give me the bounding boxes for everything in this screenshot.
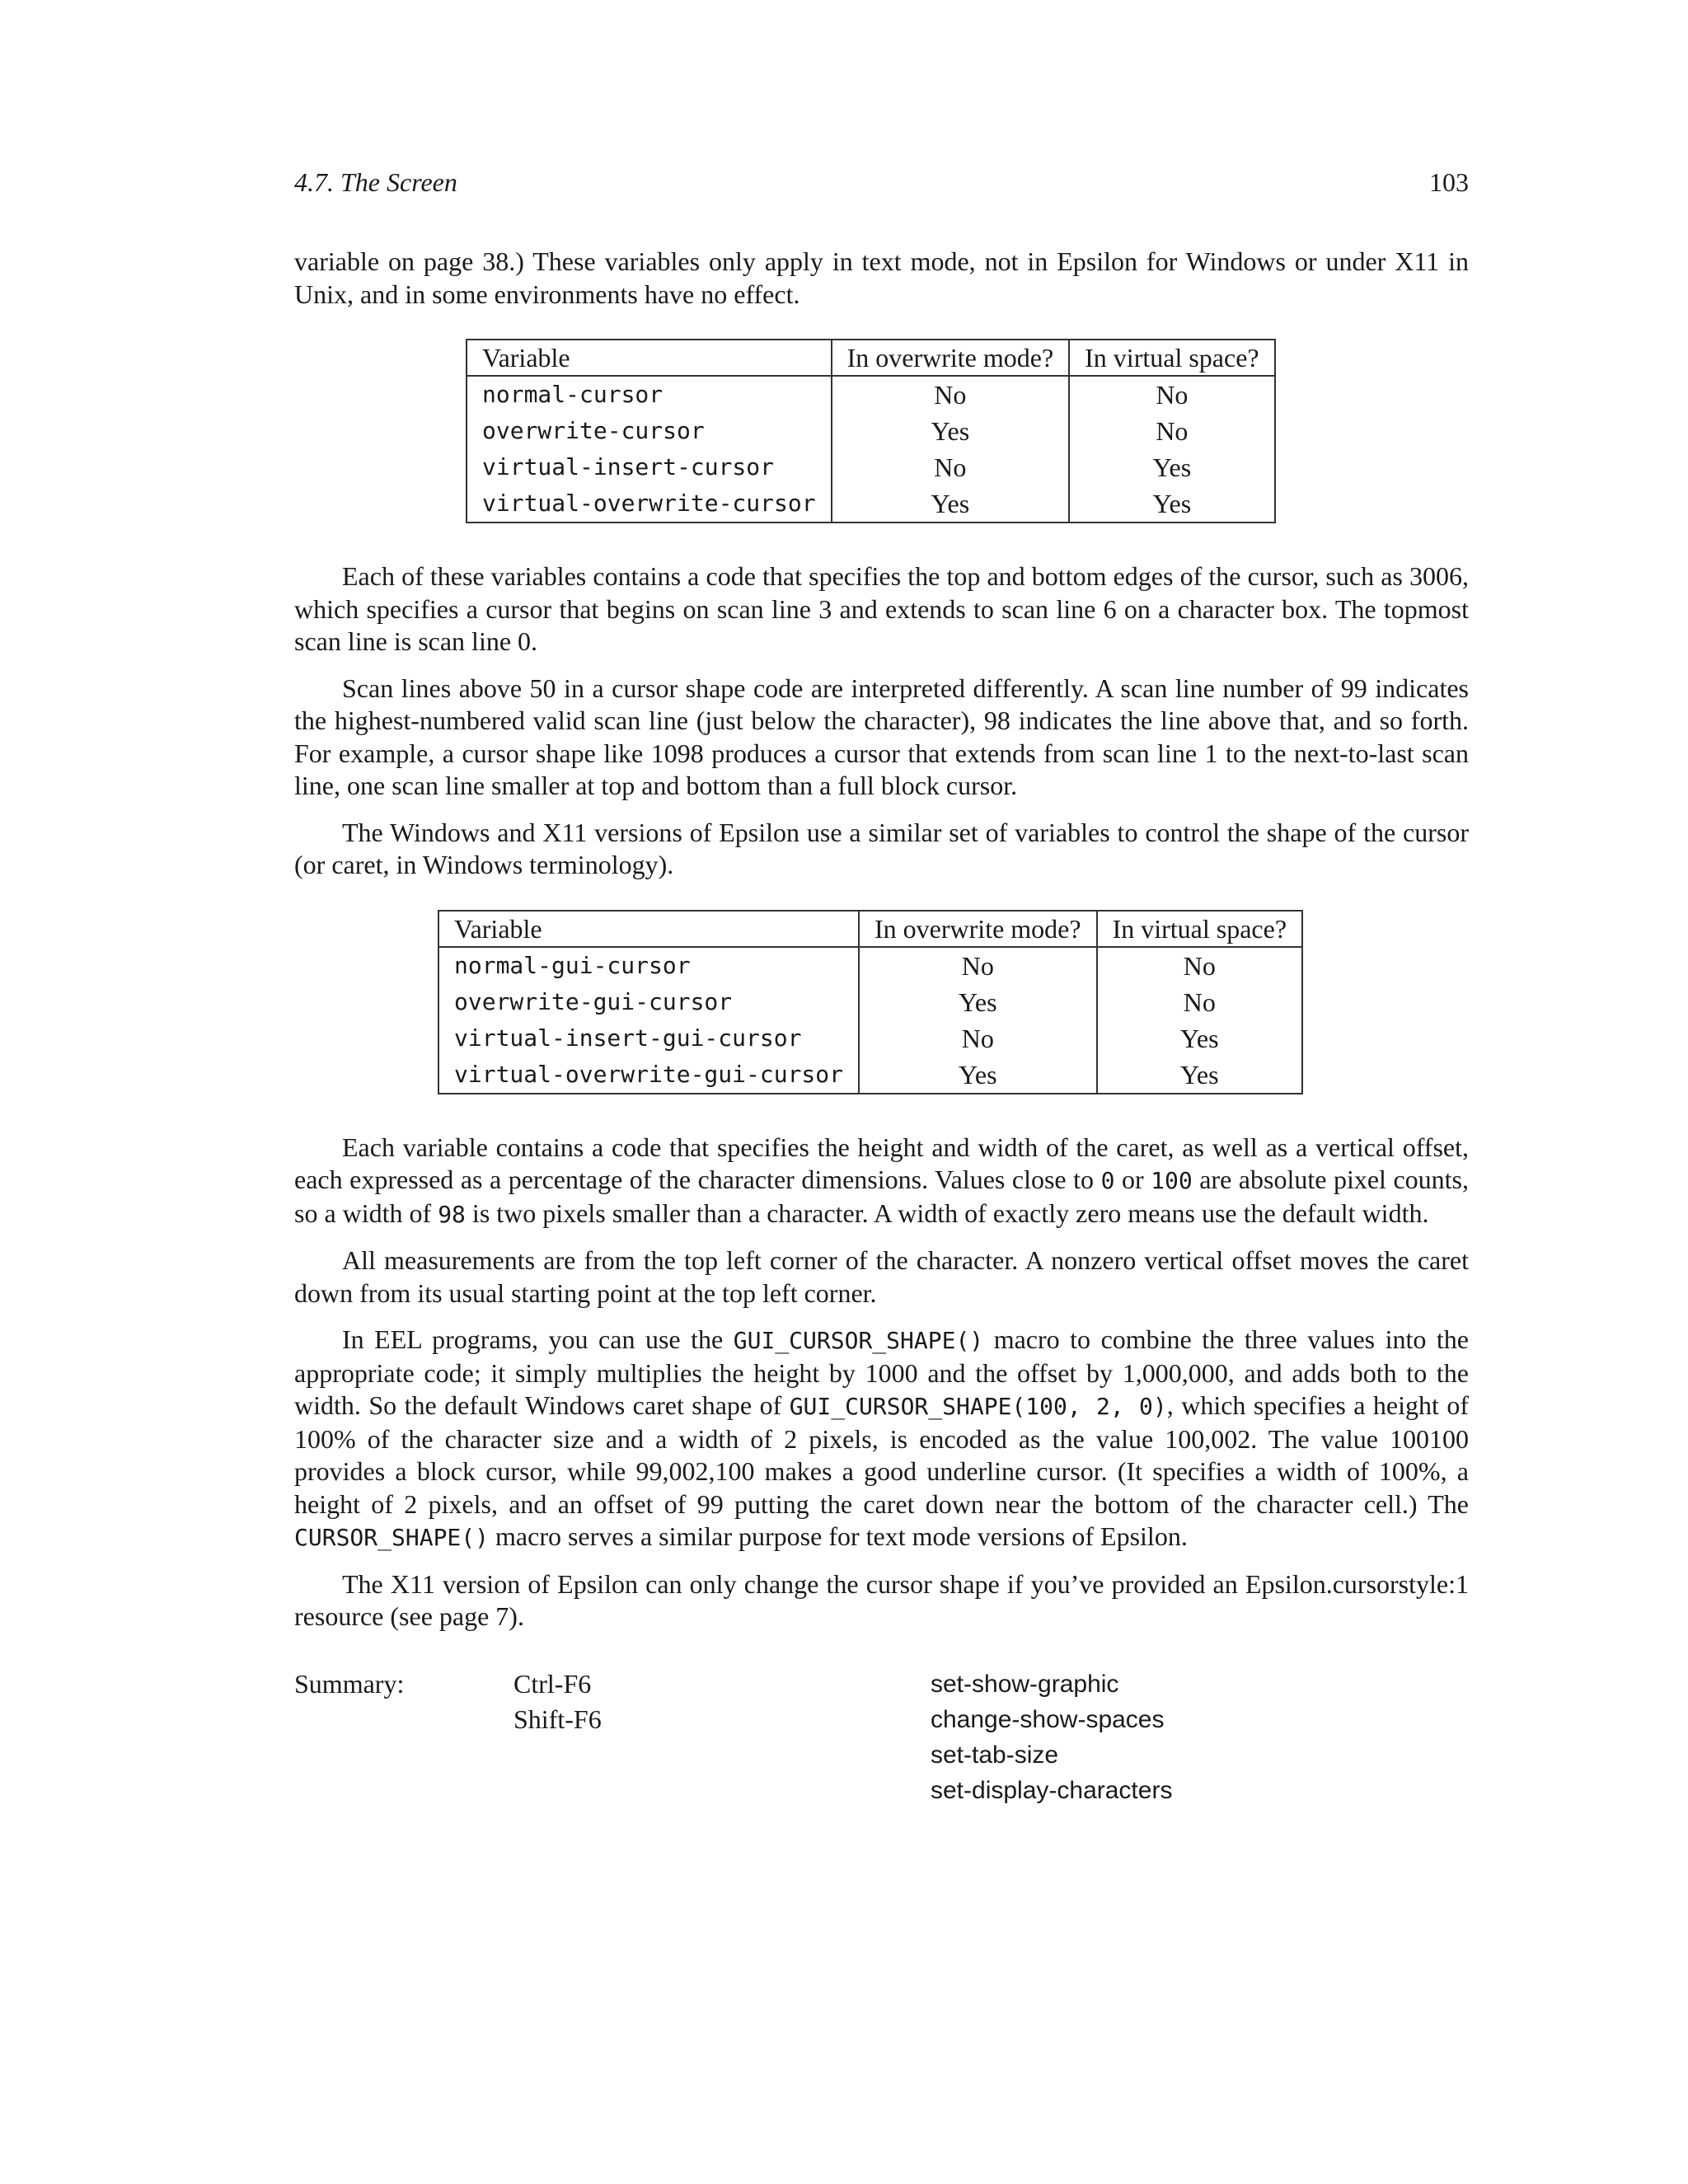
paragraph-scan-lines-above-50: Scan lines above 50 in a cursor shape code are interpreted differently. A scan line number of 99 indicates the highest-numbered valid scan line (just below the character), 98 indicates the line above that, and so forth. For example, a cursor shape like 1098 produces a cursor that extends from scan line 1 to the next-to-last scan line, one scan line smaller at top and bottom than a full block cursor.: [294, 673, 1469, 800]
text-run: Each variable contains a code that specifies the height and width of the caret, as well as a vertical offset, each expressed as a percentage of the character dimensions. Values close to: [294, 1132, 1469, 1194]
column-header-virtual: In virtual space?: [1069, 340, 1274, 376]
intro-paragraph: variable on page 38.) These variables only apply in text mode, not in Epsilon for Windows or under X11 in Unix, and in some environments have no effect.: [294, 246, 1469, 309]
command-name: set-display-characters: [931, 1776, 1173, 1804]
text-run: is two pixels smaller than a character. A width of exactly zero means use the default width.: [465, 1197, 1429, 1228]
table-header-row: [438, 911, 1302, 947]
summary-label: Summary:: [294, 1668, 405, 1699]
inline-code: 100: [1151, 1167, 1193, 1194]
overwrite-value: No: [859, 1020, 1097, 1057]
section-title: 4.7. The Screen: [294, 167, 457, 197]
inline-code: GUI_CURSOR_SHAPE(100, 2, 0): [789, 1393, 1167, 1420]
overwrite-value: Yes: [859, 984, 1097, 1020]
variable-name: overwrite-cursor: [467, 413, 832, 449]
overwrite-value: Yes: [859, 1057, 1097, 1094]
variable-name: virtual-insert-gui-cursor: [438, 1020, 859, 1057]
table-row: [438, 984, 1302, 1020]
virtual-value: No: [1097, 984, 1302, 1020]
column-header-variable: Variable: [438, 911, 859, 947]
page-body: [294, 246, 1469, 1807]
text-cursor-variables-table: [466, 339, 1276, 523]
variable-name: normal-gui-cursor: [438, 947, 859, 984]
text-run: In EEL programs, you can use the: [342, 1324, 734, 1354]
overwrite-value: No: [832, 376, 1070, 413]
text-run: are absolute pixel counts, so a width of: [294, 1165, 1470, 1228]
command-summary: [294, 1666, 1469, 1807]
paragraph-measurements: All measurements are from the top left corner of the character. A nonzero vertical offset moves the caret down from its usual starting point at the top left corner.: [294, 1245, 1469, 1308]
table-row: [438, 1057, 1302, 1094]
table-row: [467, 413, 1275, 449]
overwrite-value: Yes: [832, 413, 1070, 449]
text-run: macro to combine the three values into the appropriate code; it simply multiplies the height by 1000 and the offset by 1,000,000, and adds both to the width. So the default Windows caret shape of: [294, 1324, 1469, 1420]
table-row: [438, 947, 1302, 984]
table-row: [467, 485, 1275, 523]
command-name: change-show-spaces: [931, 1705, 1165, 1733]
virtual-value: No: [1069, 376, 1274, 413]
variable-name: overwrite-gui-cursor: [438, 984, 859, 1020]
column-header-overwrite: In overwrite mode?: [832, 340, 1070, 376]
cursor-shape-section: [294, 560, 1469, 882]
variable-name: virtual-insert-cursor: [467, 449, 832, 485]
variable-name: normal-cursor: [467, 376, 832, 413]
running-header: [294, 167, 1469, 204]
paragraph-x11-cursor: The X11 version of Epsilon can only change the cursor shape if you’ve provided an Epsilon.cursorstyle:1 resource (see page 7).: [294, 1568, 1469, 1631]
overwrite-value: No: [859, 947, 1097, 984]
column-header-variable: Variable: [467, 340, 832, 376]
command-name: set-tab-size: [931, 1741, 1059, 1769]
virtual-value: Yes: [1097, 1057, 1302, 1094]
caret-section: [294, 1132, 1469, 1633]
column-header-virtual: In virtual space?: [1097, 911, 1302, 947]
virtual-value: Yes: [1069, 449, 1274, 485]
summary-keys: [513, 1666, 602, 1737]
overwrite-value: No: [832, 449, 1070, 485]
inline-code: 0: [1100, 1167, 1115, 1194]
text-run: macro serves a similar purpose for text mode versions of Epsilon.: [489, 1521, 1188, 1551]
page-number: 103: [1429, 167, 1469, 197]
text-run: , which specifies a height of 100% of the character size and a width of 2 pixels, is encoded as the value 100,002. The value 100100 provides a block cursor, while 99,002,100 makes a good underline cursor. (It specifies a width of 100%, a height of 2 pixels, and an offset of 99 putting the caret down near the bottom of the character cell.) The: [294, 1390, 1470, 1519]
overwrite-value: Yes: [832, 485, 1070, 523]
virtual-value: No: [1069, 413, 1274, 449]
inline-code: CURSOR_SHAPE(): [294, 1524, 490, 1551]
inline-code: 98: [438, 1200, 466, 1228]
key-binding: Shift-F6: [513, 1704, 602, 1734]
virtual-value: No: [1097, 947, 1302, 984]
gui-cursor-variables-table: [438, 910, 1303, 1094]
paragraph-scan-line-codes: Each of these variables contains a code that specifies the top and bottom edges of the cursor, such as 3006, which specifies a cursor that begins on scan line 3 and extends to scan line 6 on a character box. The topmost scan line is scan line 0.: [294, 561, 1469, 656]
table-header-row: [467, 340, 1275, 376]
table-row: [467, 449, 1275, 485]
inline-code: GUI_CURSOR_SHAPE(): [733, 1327, 984, 1354]
virtual-value: Yes: [1097, 1020, 1302, 1057]
command-name: set-show-graphic: [931, 1670, 1119, 1698]
table-row: [467, 376, 1275, 413]
variable-name: virtual-overwrite-gui-cursor: [438, 1057, 859, 1094]
summary-commands: [931, 1666, 1172, 1808]
table-row: [438, 1020, 1302, 1057]
paragraph-eel-macro: [294, 1324, 1469, 1554]
key-binding: Ctrl-F6: [513, 1668, 592, 1699]
paragraph-caret-code: [294, 1132, 1469, 1231]
variable-name: virtual-overwrite-cursor: [467, 485, 832, 523]
column-header-overwrite: In overwrite mode?: [859, 911, 1097, 947]
paragraph-windows-x11-variables: The Windows and X11 versions of Epsilon use a similar set of variables to control the shape of the cursor (or caret, in Windows terminology).: [294, 817, 1469, 879]
virtual-value: Yes: [1069, 485, 1274, 523]
text-run: or: [1114, 1165, 1151, 1194]
